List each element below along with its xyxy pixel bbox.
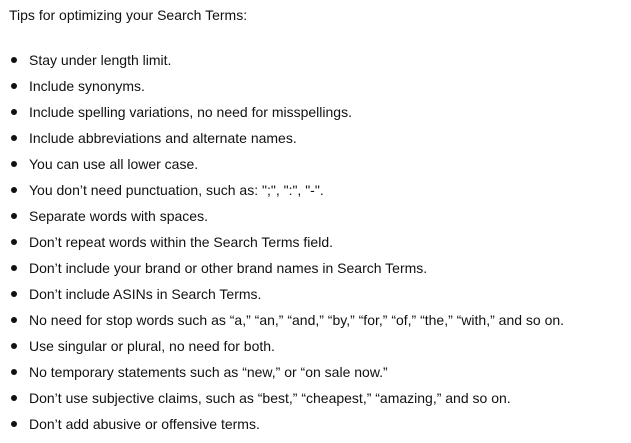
tip-item	[9, 311, 631, 329]
tip-item	[9, 415, 631, 433]
tip-item	[9, 103, 631, 121]
tip-item	[9, 389, 631, 407]
bullet-icon	[11, 135, 17, 141]
tip-text: Don’t include ASINs in Search Terms.	[29, 286, 262, 302]
tip-text: Stay under length limit.	[29, 52, 172, 68]
bullet-icon	[11, 317, 17, 323]
tip-item	[9, 285, 631, 303]
tip-text: You don’t need punctuation, such as: ";", ":", "-".	[29, 182, 324, 198]
bullet-icon	[11, 109, 17, 115]
tip-text: No need for stop words such as “a,” “an,” “and,” “by,” “for,” “of,” “the,” “with,” and so on.	[29, 312, 565, 328]
tip-item	[9, 129, 631, 147]
tip-item	[9, 181, 631, 199]
tip-text: No temporary statements such as “new,” or “on sale now.”	[29, 364, 388, 380]
bullet-icon	[11, 421, 17, 427]
bullet-icon	[11, 395, 17, 401]
tip-text: Don’t use subjective claims, such as “best,” “cheapest,” “amazing,” and so on.	[29, 390, 511, 406]
tip-text: Don’t add abusive or offensive terms.	[29, 416, 260, 432]
tip-text: Use singular or plural, no need for both.	[29, 338, 275, 354]
tip-text: Include abbreviations and alternate names.	[29, 130, 297, 146]
bullet-icon	[11, 57, 17, 63]
tip-text: Include synonyms.	[29, 78, 145, 94]
bullet-icon	[11, 83, 17, 89]
tips-heading: Tips for optimizing your Search Terms:	[9, 7, 248, 23]
tip-text: Don’t repeat words within the Search Terms field.	[29, 234, 333, 250]
tip-item	[9, 77, 631, 95]
bullet-icon	[11, 265, 17, 271]
tip-text: Include spelling variations, no need for misspellings.	[29, 104, 352, 120]
tip-item	[9, 233, 631, 251]
tip-item	[9, 337, 631, 355]
tip-item	[9, 259, 631, 277]
tip-item	[9, 51, 631, 69]
tip-item	[9, 155, 631, 173]
bullet-icon	[11, 187, 17, 193]
bullet-icon	[11, 291, 17, 297]
tip-item	[9, 363, 631, 381]
tip-item	[9, 207, 631, 225]
bullet-icon	[11, 343, 17, 349]
bullet-icon	[11, 239, 17, 245]
bullet-icon	[11, 161, 17, 167]
tips-list	[9, 51, 631, 433]
tip-text: Separate words with spaces.	[29, 208, 208, 224]
tip-text: You can use all lower case.	[29, 156, 199, 172]
bullet-icon	[11, 213, 17, 219]
bullet-icon	[11, 369, 17, 375]
tip-text: Don’t include your brand or other brand names in Search Terms.	[29, 260, 428, 276]
